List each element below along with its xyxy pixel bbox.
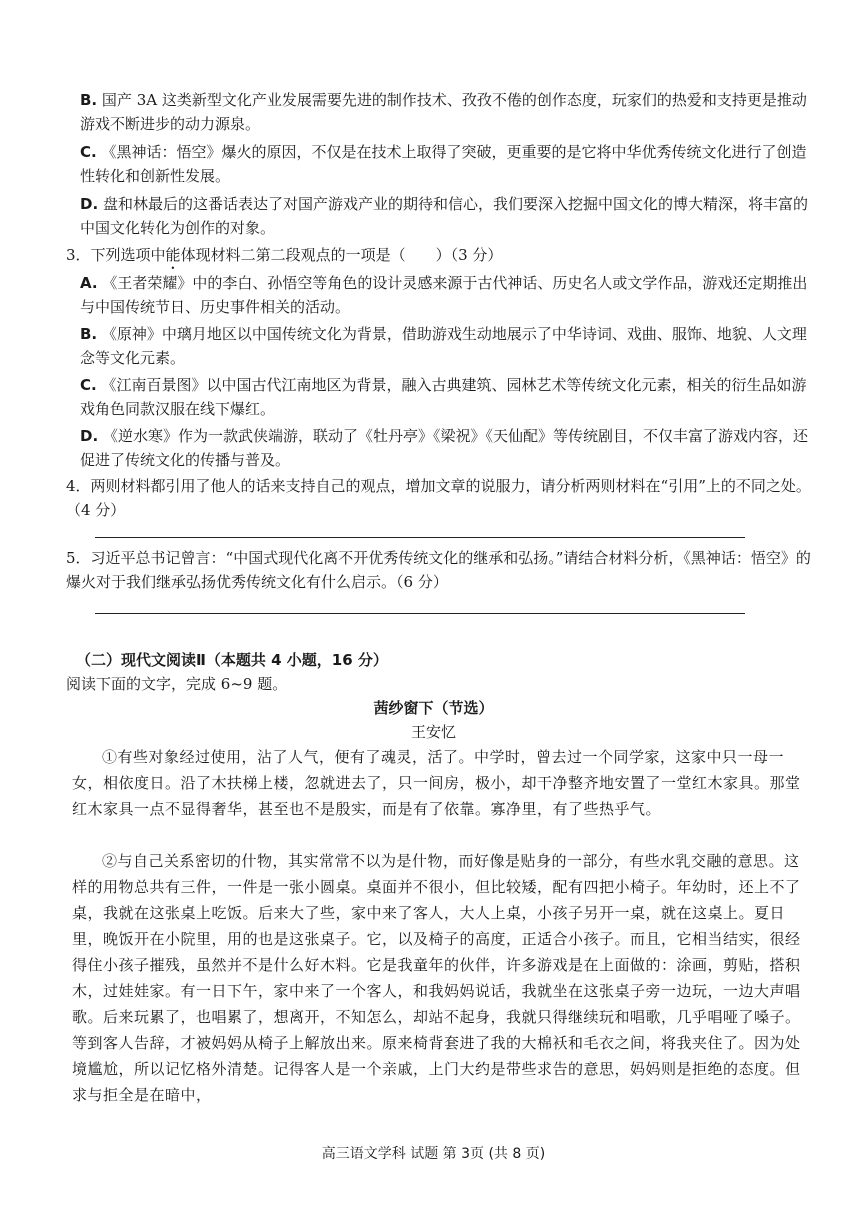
question-5: 5．习近平总书记曾言：“中国式现代化离不开优秀传统文化的继承和弘扬。”请结合材料分析，《黑神话：悟空》的爆火对于我们继承弘扬优秀传统文化有什么启示。（6 分）	[66, 549, 811, 591]
article-paragraph-2: ②与自己关系密切的什物，其实常常不以为是什物，而好像是贴身的一部分，有些水乳交融的意思。这样的用物总共有三件，一件是一张小圆桌。桌面并不很小，但比较矮，配有四把小椅子。年幼时，还上不了桌，我就在这张桌上吃饭。后来大了些，家中来了客人，大人上桌，小孩子另开一桌，就在这桌上。夏日里，晚饭开在小院里，用的也是这张桌子。它，以及椅子的高度，正适合小孩子。而且，它相当结实，很经得住小孩子摧残，虽然并不是什么好木料。它是我童年的伙伴，许多游戏是在上面做的：涂画，剪贴，搭积木，过娃娃家。有一日下午，家中来了一个客人，和我妈妈说话，我就坐在这张桌子旁一边玩，一边大声唱歌。后来玩累了，也唱累了，想离开，不知怎么，却站不起身，我就只得继续玩和唱歌，几乎唱哑了嗓子。等到客人告辞，才被妈妈从椅子上解放出来。原来椅背套进了我的大棉袄和毛衣之间，将我夹住了。因为处境尴尬，所以记忆格外清楚。记得客人是一个亲戚，上门大约是带些求告的意思，妈妈则是拒绝的态度。但求与拒全是在暗中，	[72, 852, 801, 1104]
article-author: 王安忆	[410, 723, 456, 741]
option-letter: A.	[80, 274, 98, 292]
q3-option-a	[80, 271, 810, 319]
option-text: 《逆水寒》作为一款武侠端游，联动了《牡丹亭》《梁祝》《天仙配》等传统剧目，不仅丰富了游戏内容，还促进了传统文化的传播与普及。	[80, 427, 808, 469]
option-text: 《王者荣耀》中的李白、孙悟空等角色的设计灵感来源于古代神话、历史名人或文学作品，游戏还定期推出与中国传统节日、历史事件相关的活动。	[80, 274, 808, 316]
option-letter: D.	[80, 427, 99, 445]
q3-option-c	[80, 373, 810, 421]
q3-stem-emphasis: 能	[165, 246, 181, 264]
option-letter: B.	[80, 91, 98, 109]
q2-option-c	[80, 140, 810, 188]
option-letter: C.	[80, 143, 97, 161]
page-footer: 高三语文学科 试题 第 3页 (共 8 页)	[321, 1146, 546, 1162]
option-letter: B.	[80, 325, 98, 343]
option-text: 《黑神话：悟空》爆火的原因，不仅是在技术上取得了突破，更重要的是它将中华优秀传统文化进行了创造性转化和创新性发展。	[80, 143, 807, 185]
q3-stem-prefix: 3．下列选项中	[66, 246, 166, 264]
option-text: 国产 3A 这类新型文化产业发展需要先进的制作技术、孜孜不倦的创作态度，玩家们的热爱和支持更是推动游戏不断进步的动力源泉。	[80, 91, 807, 133]
section-2-title: （二）现代文阅读Ⅱ（本题共 4 小题，16 分）	[76, 651, 388, 669]
q2-option-d	[80, 192, 810, 240]
option-text: 盘和林最后的这番话表达了对国产游戏产业的期待和信心，我们要深入挖掘中国文化的博大精深，将丰富的中国文化转化为创作的对象。	[80, 195, 808, 237]
q3-option-d	[80, 424, 810, 472]
article-paragraph-1: ①有些对象经过使用，沾了人气，便有了魂灵，活了。中学时，曾去过一个同学家，这家中只一母一女，相依度日。沿了木扶梯上楼，忽就进去了，只一间房，极小，却干净整齐地安置了一堂红木家具。那堂红木家具一点不显得奢华，甚至也不是殷实，而是有了依靠。寡净里，有了些热乎气。	[72, 748, 801, 818]
article-title: 茜纱窗下（节选）	[373, 699, 494, 717]
q3-stem-suffix: 体现材料二第二段观点的一项是（ ）（3 分）	[180, 246, 503, 264]
question-4: 4．两则材料都引用了他人的话来支持自己的观点，增加文章的说服力，请分析两则材料在“引用”上的不同之处。（4 分）	[66, 477, 811, 519]
answer-line-4[interactable]	[95, 537, 745, 538]
reading-instruction: 阅读下面的文字，完成 6~9 题。	[66, 675, 288, 693]
option-letter: D.	[80, 195, 99, 213]
option-letter: C.	[80, 376, 97, 394]
question-3-stem	[66, 243, 811, 273]
option-text: 《原神》中璃月地区以中国传统文化为背景，借助游戏生动地展示了中华诗词、戏曲、服饰、地貌、人文理念等文化元素。	[80, 325, 807, 367]
option-text: 《江南百景图》以中国古代江南地区为背景，融入古典建筑、园林艺术等传统文化元素，相关的衍生品如游戏角色同款汉服在线下爆红。	[80, 376, 807, 418]
q3-option-b	[80, 322, 810, 370]
answer-line-5[interactable]	[95, 613, 745, 614]
q2-option-b	[80, 88, 810, 136]
